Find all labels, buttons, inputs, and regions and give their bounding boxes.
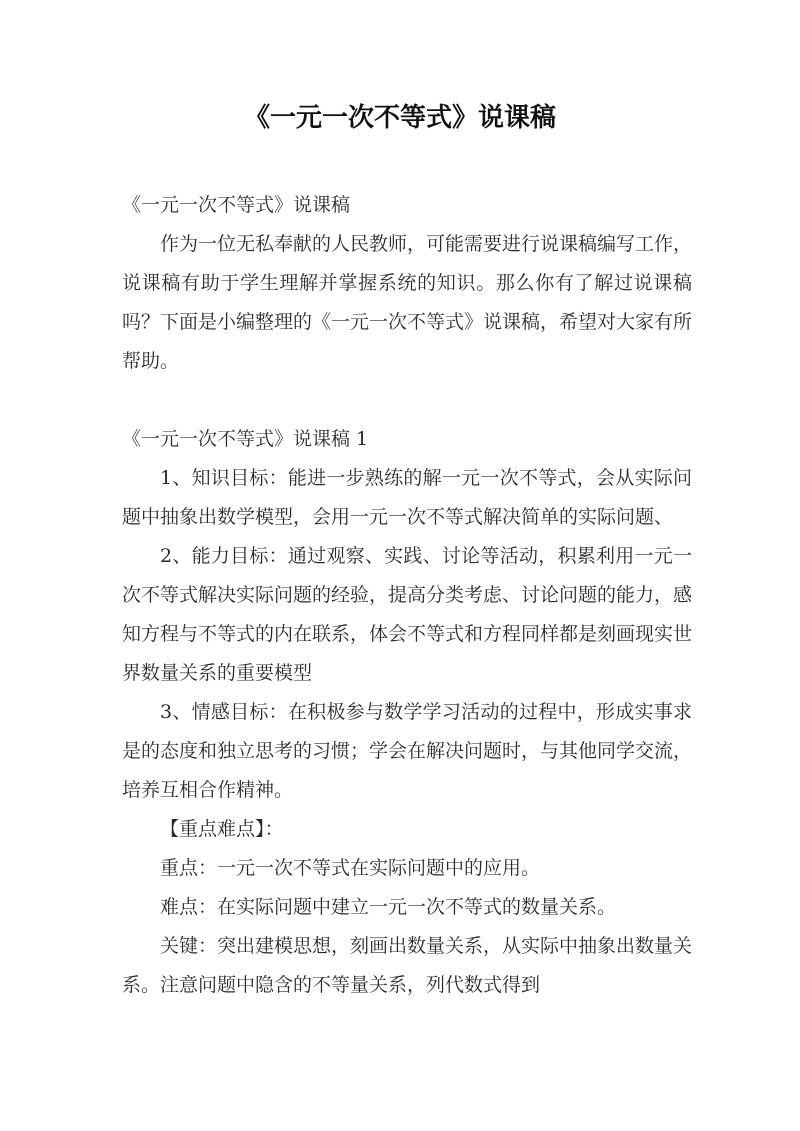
- paragraph-spacer: [122, 381, 692, 420]
- document-title: 《一元一次不等式》说课稿: [243, 103, 556, 133]
- key-difficulty-heading: 【重点难点】：: [160, 818, 284, 840]
- section-heading: 《一元一次不等式》说课稿 1: [122, 428, 369, 450]
- knowledge-goal-paragraph: 1、知识目标：能进一步熟练的解一元一次不等式，会从实际问题中抽象出数学模型，会用一元一次不等式解决简单的实际问题、: [122, 467, 692, 528]
- difficulty-paragraph: 难点：在实际问题中建立一元一次不等式的数量关系。: [160, 896, 617, 918]
- ability-goal-paragraph: 2、能力目标：通过观察、实践、讨论等活动，积累利用一元一次不等式解决实际问题的经验，提高分类考虑、讨论问题的能力，感知方程与不等式的内在联系，体会不等式和方程同样都是刻画现实世界数量关系的重要模型: [122, 545, 693, 684]
- key-focus-paragraph: 关键：突出建模思想，刻画出数量关系，从实际中抽象出数量关系。注意问题中隐含的不等量关系，列代数式得到: [122, 935, 693, 996]
- document-body: [122, 186, 692, 1005]
- subtitle-paragraph: 《一元一次不等式》说课稿: [122, 194, 351, 216]
- key-point-paragraph: 重点：一元一次不等式在实际问题中的应用。: [160, 857, 541, 879]
- emotion-goal-paragraph: 3、情感目标：在积极参与数学学习活动的过程中，形成实事求是的态度和独立思考的习惯；学会在解决问题时，与其他同学交流，培养互相合作精神。: [122, 701, 693, 801]
- intro-paragraph: 作为一位无私奉献的人民教师，可能需要进行说课稿编写工作，说课稿有助于学生理解并掌握系统的知识。那么你有了解过说课稿吗？下面是小编整理的《一元一次不等式》说课稿，希望对大家有所帮助。: [122, 233, 693, 372]
